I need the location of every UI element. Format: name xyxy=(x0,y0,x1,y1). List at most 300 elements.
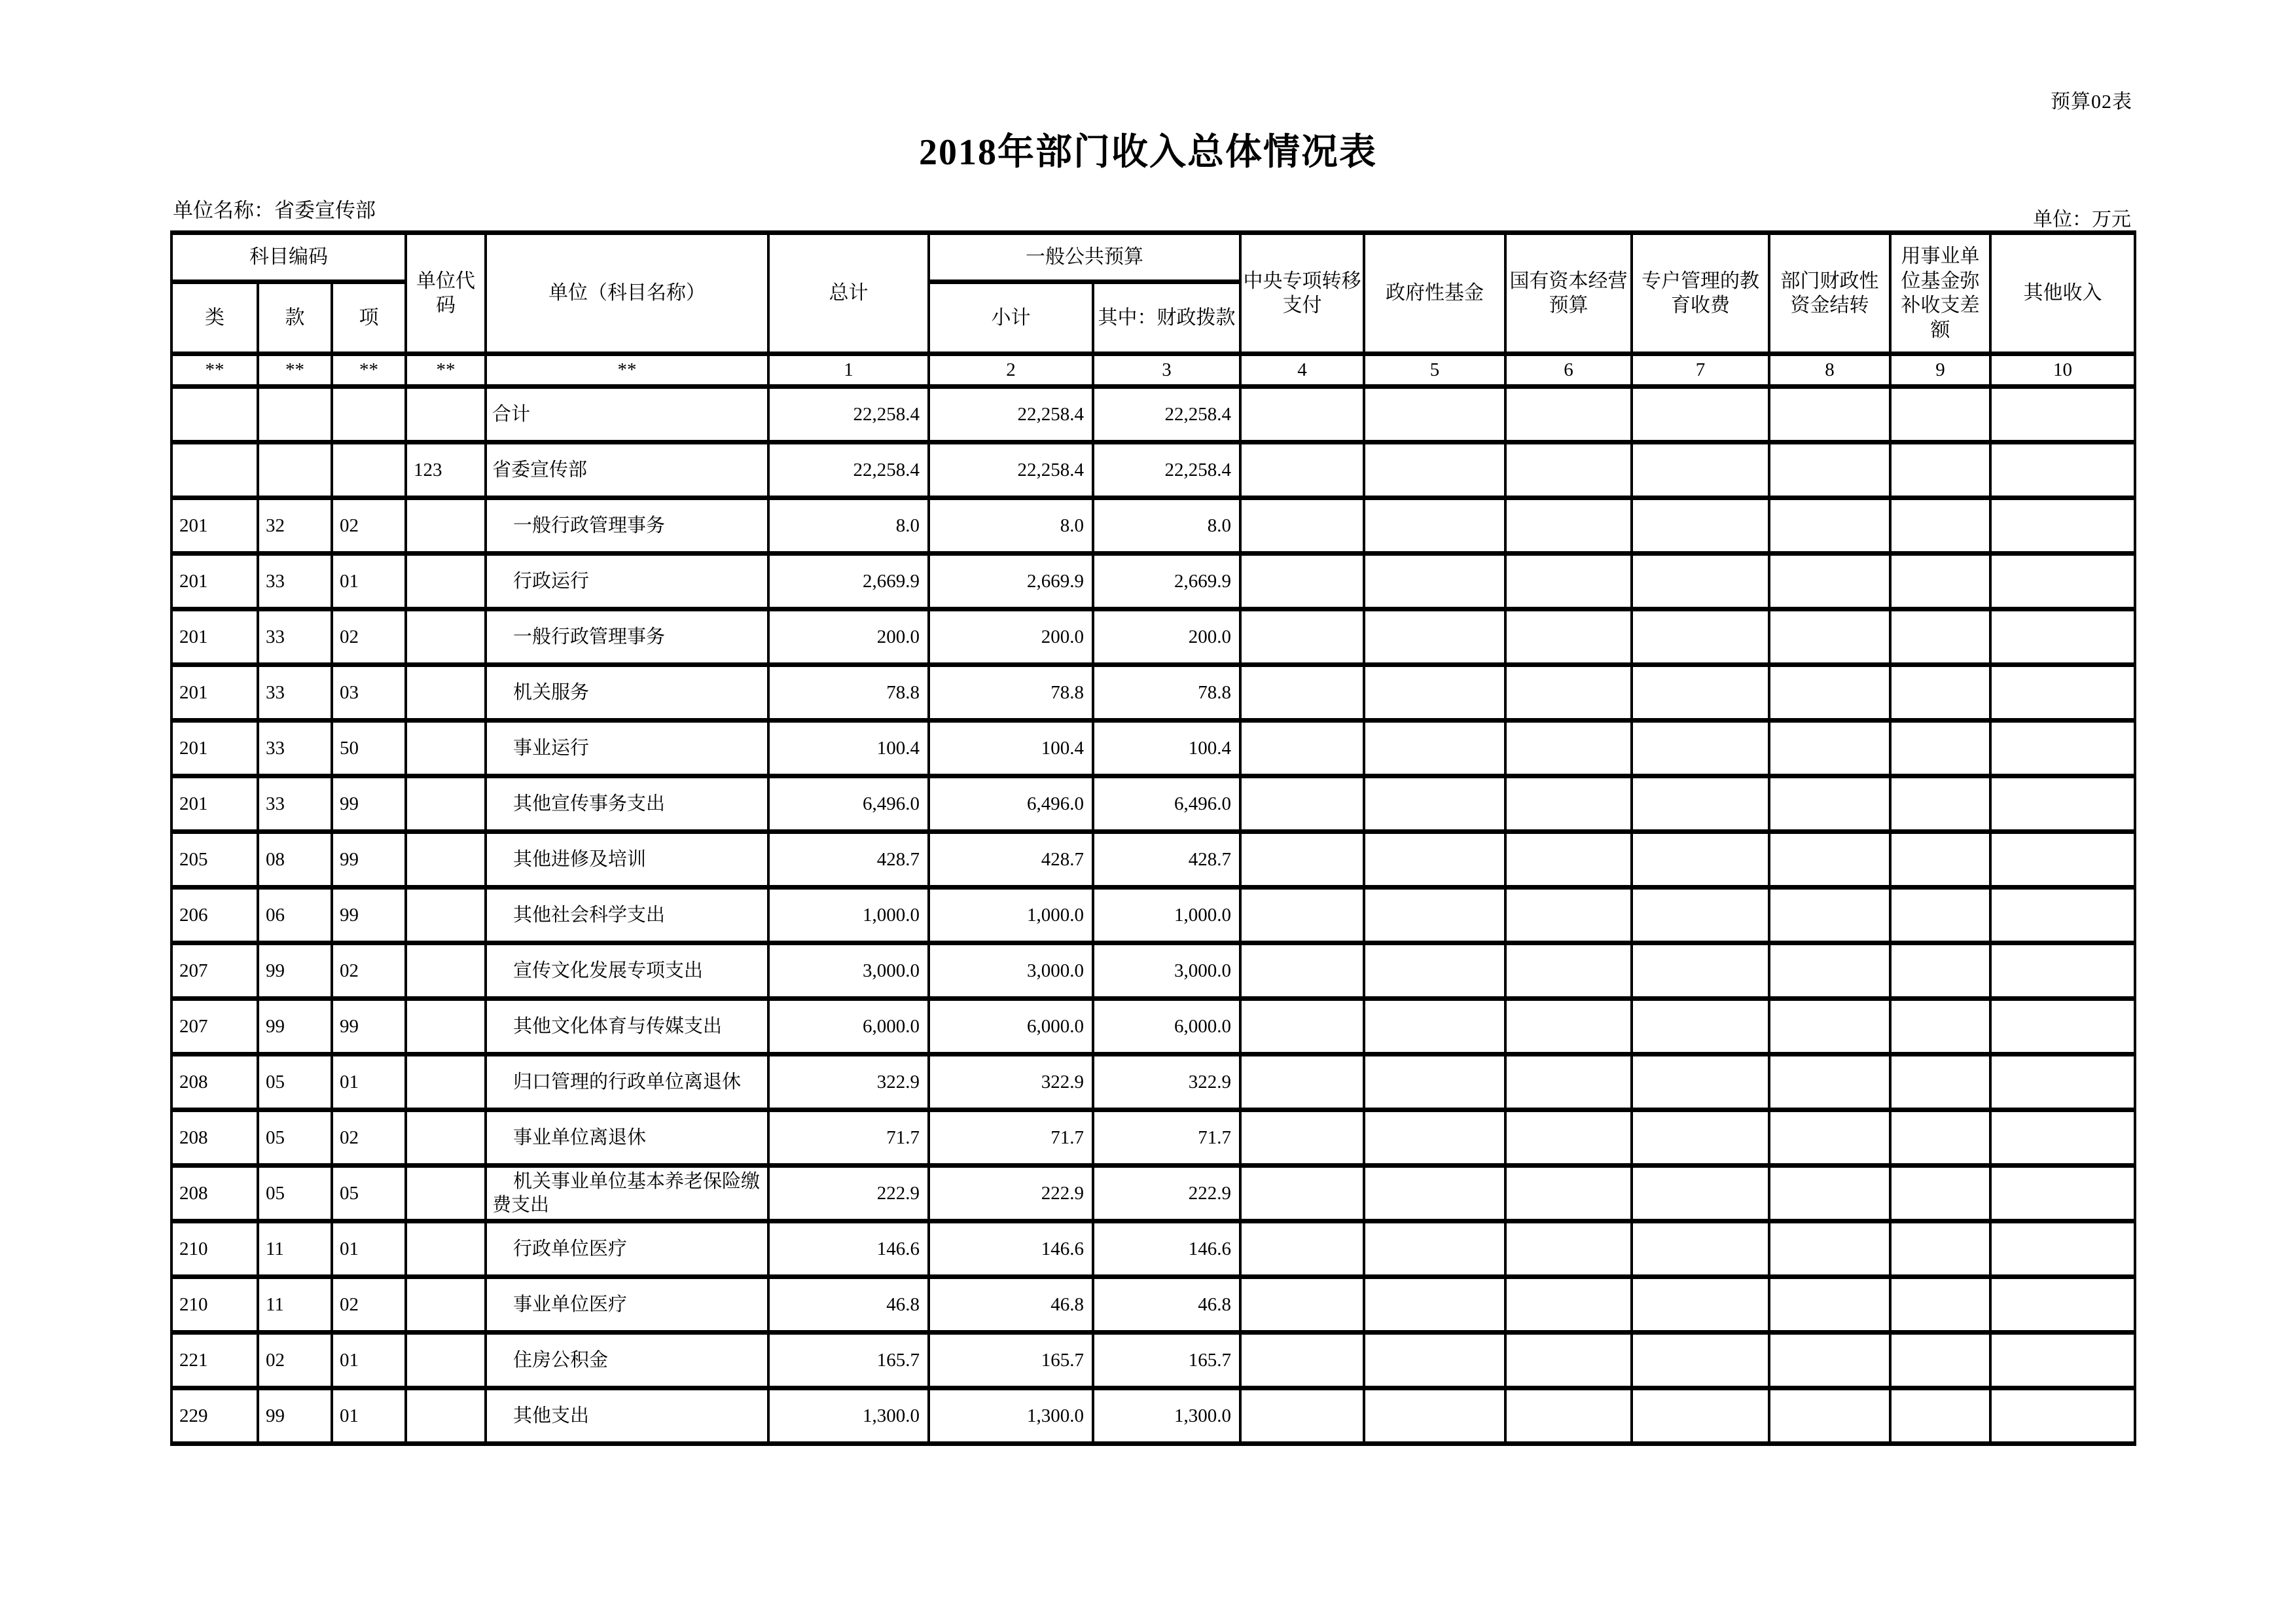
cell-section-code: 33 xyxy=(258,609,332,665)
cell-empty xyxy=(1240,1166,1364,1221)
cell-column-number: 4 xyxy=(1240,354,1364,387)
table-row xyxy=(171,721,2135,776)
cell-empty xyxy=(1364,1110,1505,1166)
cell-empty xyxy=(1890,832,1990,888)
cell-subject-name: 机关服务 xyxy=(486,665,768,721)
cell-empty xyxy=(1632,554,1769,609)
cell-item-code: 02 xyxy=(332,1110,406,1166)
table-row xyxy=(171,1277,2135,1333)
cell-fiscal-appropriation: 428.7 xyxy=(1093,832,1240,888)
cell-total: 146.6 xyxy=(768,1221,929,1277)
header-dept-fiscal-carryover: 部门财政性资金结转 xyxy=(1769,233,1890,354)
cell-subtotal: 200.0 xyxy=(929,609,1093,665)
header-gov-fund: 政府性基金 xyxy=(1364,233,1505,354)
table-row xyxy=(171,1055,2135,1110)
cell-empty xyxy=(1505,1388,1632,1444)
cell-empty xyxy=(1990,832,2135,888)
cell-section-code: 05 xyxy=(258,1055,332,1110)
cell-fiscal-appropriation: 1,300.0 xyxy=(1093,1388,1240,1444)
cell-empty xyxy=(1240,1221,1364,1277)
table-row xyxy=(171,609,2135,665)
cell-item-code: 99 xyxy=(332,776,406,832)
cell-total: 6,496.0 xyxy=(768,776,929,832)
cell-item-code: 01 xyxy=(332,1221,406,1277)
cell-subtotal: 2,669.9 xyxy=(929,554,1093,609)
cell-empty xyxy=(1364,1333,1505,1388)
cell-empty xyxy=(1769,776,1890,832)
cell-section-code: 99 xyxy=(258,999,332,1055)
cell-empty xyxy=(1364,832,1505,888)
cell-empty xyxy=(1364,721,1505,776)
cell-fiscal-appropriation: 3,000.0 xyxy=(1093,943,1240,999)
cell-empty xyxy=(1769,943,1890,999)
cell-unit-code xyxy=(406,609,486,665)
cell-column-number: 6 xyxy=(1505,354,1632,387)
cell-empty xyxy=(1505,1110,1632,1166)
cell-subject-name: 行政单位医疗 xyxy=(486,1221,768,1277)
cell-empty xyxy=(1990,1277,2135,1333)
cell-subtotal: 1,300.0 xyxy=(929,1388,1093,1444)
cell-empty xyxy=(1364,776,1505,832)
cell-class-code: 229 xyxy=(171,1388,258,1444)
cell-empty xyxy=(1240,1333,1364,1388)
cell-empty xyxy=(1240,943,1364,999)
table-row xyxy=(171,832,2135,888)
cell-empty xyxy=(1990,999,2135,1055)
cell-empty xyxy=(1990,888,2135,943)
cell-unit-code xyxy=(406,554,486,609)
cell-empty xyxy=(1769,721,1890,776)
cell-empty xyxy=(1769,554,1890,609)
cell-class-code: 201 xyxy=(171,776,258,832)
cell-empty xyxy=(1364,1055,1505,1110)
cell-column-number: ** xyxy=(258,354,332,387)
cell-unit-code xyxy=(406,776,486,832)
cell-empty xyxy=(1769,498,1890,554)
table-row xyxy=(171,999,2135,1055)
cell-subject-name: 事业单位离退休 xyxy=(486,1110,768,1166)
cell-subtotal: 22,258.4 xyxy=(929,387,1093,442)
table-row xyxy=(171,1388,2135,1444)
cell-unit-code xyxy=(406,665,486,721)
cell-column-number: ** xyxy=(332,354,406,387)
cell-empty xyxy=(1364,665,1505,721)
cell-fiscal-appropriation: 2,669.9 xyxy=(1093,554,1240,609)
cell-empty xyxy=(1240,1055,1364,1110)
cell-empty xyxy=(1769,832,1890,888)
cell-empty xyxy=(1890,1277,1990,1333)
cell-empty xyxy=(1505,442,1632,498)
cell-fiscal-appropriation: 222.9 xyxy=(1093,1166,1240,1221)
cell-item-code: 01 xyxy=(332,1333,406,1388)
table-row xyxy=(171,387,2135,442)
cell-empty xyxy=(1990,1055,2135,1110)
cell-column-number: 1 xyxy=(768,354,929,387)
cell-item-code: 99 xyxy=(332,999,406,1055)
cell-unit-code xyxy=(406,1166,486,1221)
header-subject-code: 科目编码 xyxy=(171,233,406,282)
cell-unit-code xyxy=(406,999,486,1055)
cell-empty xyxy=(1890,554,1990,609)
table-row xyxy=(171,1166,2135,1221)
cell-subtotal: 6,000.0 xyxy=(929,999,1093,1055)
cell-empty xyxy=(1240,442,1364,498)
cell-empty xyxy=(1632,1221,1769,1277)
cell-subtotal: 8.0 xyxy=(929,498,1093,554)
cell-empty xyxy=(1769,1055,1890,1110)
cell-empty xyxy=(1240,1110,1364,1166)
unit-of-measure-label: 单位：万元 xyxy=(2033,209,2131,230)
cell-empty xyxy=(1505,1333,1632,1388)
header-of-which-fiscal: 其中：财政拨款 xyxy=(1093,282,1240,354)
cell-empty xyxy=(1990,943,2135,999)
cell-unit-code xyxy=(406,832,486,888)
cell-class-code: 210 xyxy=(171,1277,258,1333)
cell-total: 3,000.0 xyxy=(768,943,929,999)
cell-fiscal-appropriation: 6,496.0 xyxy=(1093,776,1240,832)
table-row xyxy=(171,554,2135,609)
cell-empty xyxy=(1890,1388,1990,1444)
header-section: 款 xyxy=(258,282,332,354)
cell-section-code: 02 xyxy=(258,1333,332,1388)
cell-unit-code xyxy=(406,387,486,442)
cell-subject-name: 省委宣传部 xyxy=(486,442,768,498)
cell-total: 428.7 xyxy=(768,832,929,888)
cell-empty xyxy=(1240,665,1364,721)
cell-empty xyxy=(1890,498,1990,554)
cell-total: 322.9 xyxy=(768,1055,929,1110)
cell-subtotal: 146.6 xyxy=(929,1221,1093,1277)
cell-item-code: 99 xyxy=(332,888,406,943)
cell-empty xyxy=(1632,721,1769,776)
cell-section-code: 99 xyxy=(258,1388,332,1444)
cell-empty xyxy=(1990,665,2135,721)
cell-subtotal: 100.4 xyxy=(929,721,1093,776)
cell-subject-name: 一般行政管理事务 xyxy=(486,498,768,554)
cell-class-code xyxy=(171,387,258,442)
cell-fiscal-appropriation: 6,000.0 xyxy=(1093,999,1240,1055)
cell-unit-code xyxy=(406,498,486,554)
cell-empty xyxy=(1364,1388,1505,1444)
cell-total: 22,258.4 xyxy=(768,387,929,442)
cell-empty xyxy=(1364,442,1505,498)
cell-empty xyxy=(1990,1166,2135,1221)
cell-section-code: 05 xyxy=(258,1110,332,1166)
cell-empty xyxy=(1240,1388,1364,1444)
cell-column-number: ** xyxy=(406,354,486,387)
cell-unit-code xyxy=(406,943,486,999)
cell-empty xyxy=(1769,442,1890,498)
cell-empty xyxy=(1505,609,1632,665)
cell-item-code: 02 xyxy=(332,498,406,554)
cell-unit-code xyxy=(406,1055,486,1110)
cell-column-number: 9 xyxy=(1890,354,1990,387)
table-row xyxy=(171,1110,2135,1166)
cell-empty xyxy=(1240,554,1364,609)
cell-empty xyxy=(1990,776,2135,832)
cell-total: 78.8 xyxy=(768,665,929,721)
cell-empty xyxy=(1890,1333,1990,1388)
cell-empty xyxy=(1890,387,1990,442)
cell-empty xyxy=(1990,498,2135,554)
cell-empty xyxy=(1632,1110,1769,1166)
cell-empty xyxy=(1890,943,1990,999)
cell-subject-name: 其他文化体育与传媒支出 xyxy=(486,999,768,1055)
cell-empty xyxy=(1240,832,1364,888)
cell-subtotal: 22,258.4 xyxy=(929,442,1093,498)
cell-item-code: 05 xyxy=(332,1166,406,1221)
cell-class-code: 208 xyxy=(171,1110,258,1166)
cell-class-code: 208 xyxy=(171,1055,258,1110)
cell-empty xyxy=(1632,888,1769,943)
header-subtotal: 小计 xyxy=(929,282,1093,354)
cell-empty xyxy=(1364,888,1505,943)
cell-empty xyxy=(1632,498,1769,554)
cell-class-code: 207 xyxy=(171,943,258,999)
cell-empty xyxy=(1632,776,1769,832)
cell-total: 71.7 xyxy=(768,1110,929,1166)
table-row xyxy=(171,1333,2135,1388)
cell-section-code: 99 xyxy=(258,943,332,999)
cell-section-code xyxy=(258,387,332,442)
cell-subject-name: 宣传文化发展专项支出 xyxy=(486,943,768,999)
cell-empty xyxy=(1890,665,1990,721)
cell-empty xyxy=(1632,1388,1769,1444)
column-number-row xyxy=(171,354,2135,387)
cell-class-code: 201 xyxy=(171,554,258,609)
cell-empty xyxy=(1505,1221,1632,1277)
cell-empty xyxy=(1505,387,1632,442)
cell-fiscal-appropriation: 46.8 xyxy=(1093,1277,1240,1333)
cell-item-code: 99 xyxy=(332,832,406,888)
cell-class-code xyxy=(171,442,258,498)
cell-subject-name: 机关事业单位基本养老保险缴费支出 xyxy=(486,1166,768,1221)
cell-empty xyxy=(1890,776,1990,832)
cell-class-code: 210 xyxy=(171,1221,258,1277)
cell-class-code: 207 xyxy=(171,999,258,1055)
cell-empty xyxy=(1769,609,1890,665)
cell-empty xyxy=(1990,1333,2135,1388)
cell-section-code: 08 xyxy=(258,832,332,888)
table-body xyxy=(171,354,2135,1444)
header-edu-fee: 专户管理的教育收费 xyxy=(1632,233,1769,354)
cell-total: 200.0 xyxy=(768,609,929,665)
cell-empty xyxy=(1505,776,1632,832)
cell-total: 8.0 xyxy=(768,498,929,554)
cell-subject-name: 住房公积金 xyxy=(486,1333,768,1388)
cell-empty xyxy=(1632,442,1769,498)
cell-empty xyxy=(1769,1388,1890,1444)
cell-empty xyxy=(1505,943,1632,999)
cell-total: 1,000.0 xyxy=(768,888,929,943)
doc-label: 预算02表 xyxy=(2051,91,2132,113)
header-item: 项 xyxy=(332,282,406,354)
cell-fiscal-appropriation: 322.9 xyxy=(1093,1055,1240,1110)
cell-section-code: 11 xyxy=(258,1221,332,1277)
cell-empty xyxy=(1240,498,1364,554)
cell-class-code: 201 xyxy=(171,498,258,554)
cell-empty xyxy=(1364,1166,1505,1221)
cell-empty xyxy=(1364,554,1505,609)
cell-item-code: 02 xyxy=(332,943,406,999)
header-other-income: 其他收入 xyxy=(1990,233,2135,354)
page-title: 2018年部门收入总体情况表 xyxy=(919,132,1377,173)
cell-subtotal: 6,496.0 xyxy=(929,776,1093,832)
header-central-transfer: 中央专项转移支付 xyxy=(1240,233,1364,354)
cell-column-number: ** xyxy=(486,354,768,387)
cell-item-code: 50 xyxy=(332,721,406,776)
cell-total: 100.4 xyxy=(768,721,929,776)
cell-column-number: 10 xyxy=(1990,354,2135,387)
cell-total: 22,258.4 xyxy=(768,442,929,498)
cell-fiscal-appropriation: 200.0 xyxy=(1093,609,1240,665)
cell-item-code: 02 xyxy=(332,609,406,665)
cell-empty xyxy=(1505,554,1632,609)
cell-empty xyxy=(1990,442,2135,498)
cell-empty xyxy=(1632,1333,1769,1388)
cell-column-number: ** xyxy=(171,354,258,387)
table-row xyxy=(171,498,2135,554)
cell-unit-code xyxy=(406,721,486,776)
cell-class-code: 205 xyxy=(171,832,258,888)
cell-empty xyxy=(1990,721,2135,776)
cell-empty xyxy=(1990,387,2135,442)
cell-item-code xyxy=(332,387,406,442)
cell-empty xyxy=(1505,1166,1632,1221)
cell-empty xyxy=(1769,1110,1890,1166)
cell-fiscal-appropriation: 8.0 xyxy=(1093,498,1240,554)
cell-empty xyxy=(1632,665,1769,721)
cell-subtotal: 322.9 xyxy=(929,1055,1093,1110)
cell-subject-name: 其他支出 xyxy=(486,1388,768,1444)
cell-empty xyxy=(1990,554,2135,609)
cell-column-number: 5 xyxy=(1364,354,1505,387)
cell-empty xyxy=(1364,498,1505,554)
cell-fiscal-appropriation: 22,258.4 xyxy=(1093,442,1240,498)
cell-subject-name: 其他宣传事务支出 xyxy=(486,776,768,832)
cell-empty xyxy=(1890,609,1990,665)
cell-empty xyxy=(1632,1166,1769,1221)
header-state-capital-budget: 国有资本经营预算 xyxy=(1505,233,1632,354)
table-header xyxy=(171,233,2135,354)
cell-empty xyxy=(1632,832,1769,888)
cell-empty xyxy=(1890,999,1990,1055)
cell-section-code xyxy=(258,442,332,498)
cell-empty xyxy=(1769,1333,1890,1388)
cell-empty xyxy=(1364,1277,1505,1333)
table-row xyxy=(171,1221,2135,1277)
cell-class-code: 208 xyxy=(171,1166,258,1221)
header-unit-code: 单位代码 xyxy=(406,233,486,354)
cell-empty xyxy=(1505,999,1632,1055)
cell-empty xyxy=(1364,999,1505,1055)
cell-class-code: 206 xyxy=(171,888,258,943)
cell-section-code: 06 xyxy=(258,888,332,943)
cell-subtotal: 165.7 xyxy=(929,1333,1093,1388)
cell-unit-code xyxy=(406,1221,486,1277)
cell-column-number: 2 xyxy=(929,354,1093,387)
cell-total: 6,000.0 xyxy=(768,999,929,1055)
cell-unit-code xyxy=(406,1277,486,1333)
cell-subject-name: 一般行政管理事务 xyxy=(486,609,768,665)
cell-empty xyxy=(1632,609,1769,665)
cell-empty xyxy=(1632,1055,1769,1110)
cell-empty xyxy=(1769,888,1890,943)
cell-item-code: 02 xyxy=(332,1277,406,1333)
cell-fiscal-appropriation: 100.4 xyxy=(1093,721,1240,776)
cell-empty xyxy=(1505,1055,1632,1110)
cell-empty xyxy=(1505,665,1632,721)
cell-item-code: 01 xyxy=(332,1055,406,1110)
cell-subject-name: 其他进修及培训 xyxy=(486,832,768,888)
cell-subject-name: 归口管理的行政单位离退休 xyxy=(486,1055,768,1110)
cell-empty xyxy=(1505,1277,1632,1333)
cell-empty xyxy=(1240,387,1364,442)
cell-section-code: 11 xyxy=(258,1277,332,1333)
cell-empty xyxy=(1890,1166,1990,1221)
cell-fiscal-appropriation: 71.7 xyxy=(1093,1110,1240,1166)
cell-class-code: 201 xyxy=(171,721,258,776)
header-total: 总计 xyxy=(768,233,929,354)
cell-empty xyxy=(1240,1277,1364,1333)
cell-empty xyxy=(1240,721,1364,776)
cell-empty xyxy=(1505,721,1632,776)
cell-subtotal: 3,000.0 xyxy=(929,943,1093,999)
cell-total: 46.8 xyxy=(768,1277,929,1333)
cell-empty xyxy=(1769,999,1890,1055)
cell-section-code: 33 xyxy=(258,554,332,609)
cell-unit-code xyxy=(406,1388,486,1444)
cell-item-code xyxy=(332,442,406,498)
cell-fiscal-appropriation: 1,000.0 xyxy=(1093,888,1240,943)
cell-empty xyxy=(1632,999,1769,1055)
cell-subject-name: 事业运行 xyxy=(486,721,768,776)
header-fund-balance-offset: 用事业单位基金弥补收支差额 xyxy=(1890,233,1990,354)
unit-name-label: 单位名称：省委宣传部 xyxy=(173,199,376,222)
table-row xyxy=(171,888,2135,943)
cell-subtotal: 1,000.0 xyxy=(929,888,1093,943)
cell-fiscal-appropriation: 78.8 xyxy=(1093,665,1240,721)
cell-empty xyxy=(1632,387,1769,442)
cell-subject-name: 行政运行 xyxy=(486,554,768,609)
header-class: 类 xyxy=(171,282,258,354)
cell-unit-code xyxy=(406,1110,486,1166)
cell-empty xyxy=(1769,387,1890,442)
cell-empty xyxy=(1240,776,1364,832)
cell-subtotal: 428.7 xyxy=(929,832,1093,888)
cell-section-code: 05 xyxy=(258,1166,332,1221)
cell-class-code: 221 xyxy=(171,1333,258,1388)
header-general-public-budget: 一般公共预算 xyxy=(929,233,1240,282)
cell-unit-code: 123 xyxy=(406,442,486,498)
table-row xyxy=(171,442,2135,498)
cell-section-code: 33 xyxy=(258,721,332,776)
cell-empty xyxy=(1890,721,1990,776)
budget-table xyxy=(170,230,2136,1446)
cell-subject-name: 合计 xyxy=(486,387,768,442)
cell-class-code: 201 xyxy=(171,609,258,665)
cell-section-code: 33 xyxy=(258,665,332,721)
cell-total: 165.7 xyxy=(768,1333,929,1388)
cell-empty xyxy=(1769,1221,1890,1277)
cell-empty xyxy=(1769,1277,1890,1333)
cell-fiscal-appropriation: 22,258.4 xyxy=(1093,387,1240,442)
table-row xyxy=(171,943,2135,999)
cell-empty xyxy=(1990,1110,2135,1166)
cell-empty xyxy=(1364,387,1505,442)
cell-item-code: 01 xyxy=(332,1388,406,1444)
cell-empty xyxy=(1769,665,1890,721)
